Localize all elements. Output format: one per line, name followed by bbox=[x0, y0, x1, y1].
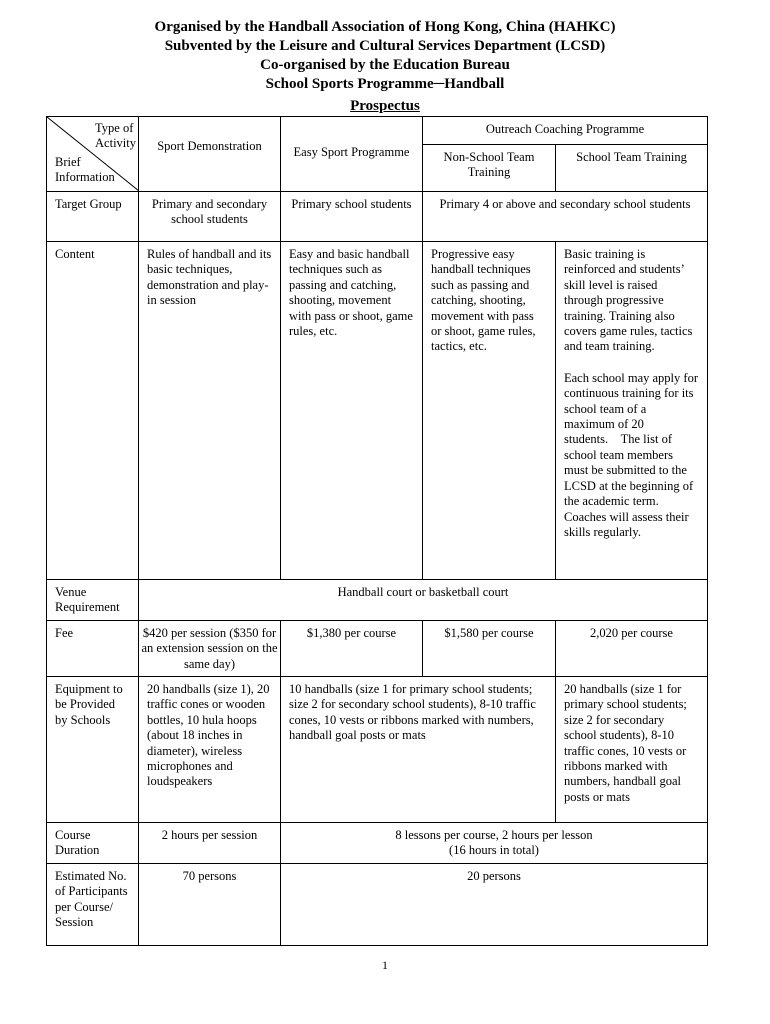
cell-participants-others: 20 persons bbox=[281, 863, 708, 945]
cell-fee-school-team: 2,020 per course bbox=[556, 620, 708, 676]
cell-content-school-team bbox=[556, 242, 708, 580]
row-label-target-group: Target Group bbox=[47, 192, 139, 242]
table-row-target-group bbox=[47, 192, 708, 242]
cell-duration-sport-demo: 2 hours per session bbox=[139, 823, 281, 864]
header-co-organiser: Co-organised by the Education Bureau bbox=[260, 57, 510, 73]
content-school-team-para-1: Basic training is reinforced and students’ skill level is raised through progressive training. Training also covers game rules, tactics and team training. bbox=[564, 247, 693, 354]
cell-participants-sport-demo: 70 persons bbox=[139, 863, 281, 945]
table-row-venue bbox=[47, 580, 708, 621]
corner-header-cell bbox=[47, 117, 139, 192]
corner-brief-information: Brief Information bbox=[55, 155, 115, 184]
col-header-school-team: School Team Training bbox=[556, 145, 708, 192]
cell-equipment-sport-demo: 20 handballs (size 1), 20 traffic cones or wooden bottles, 10 hula hoops (about 18 inches in diameter), wireless microphones and loudspeakers bbox=[139, 677, 281, 823]
page-title: Prospectus bbox=[350, 98, 420, 114]
corner-type-of-activity: Type of Activity bbox=[95, 121, 136, 150]
row-label-equipment: Equipment to be Provided by Schools bbox=[47, 677, 139, 823]
cell-venue-value: Handball court or basketball court bbox=[139, 580, 708, 621]
col-header-sport-demonstration: Sport Demonstration bbox=[139, 117, 281, 192]
table-row-duration bbox=[47, 823, 708, 864]
header-organiser: Organised by the Handball Association of Hong Kong, China (HAHKC) bbox=[154, 19, 616, 35]
cell-target-easy-sport: Primary school students bbox=[281, 192, 423, 242]
table-row-participants bbox=[47, 863, 708, 945]
table-row-content bbox=[47, 242, 708, 580]
col-header-non-school-team: Non-School Team Training bbox=[423, 145, 556, 192]
page-number: 1 bbox=[382, 958, 388, 972]
table-row-fee bbox=[47, 620, 708, 676]
cell-duration-others bbox=[281, 823, 708, 864]
row-label-participants: Estimated No. of Participants per Course/ Session bbox=[47, 863, 139, 945]
cell-content-non-school: Progressive easy handball techniques such as passing and catching, shooting, movement with pass or shoot, game rules, tactics, etc. bbox=[423, 242, 556, 580]
table-row-equipment bbox=[47, 677, 708, 823]
cell-fee-non-school: $1,580 per course bbox=[423, 620, 556, 676]
cell-content-easy-sport: Easy and basic handball techniques such as passing and catching, shooting, movement with pass or shoot, game rules, etc. bbox=[281, 242, 423, 580]
cell-content-sport-demo: Rules of handball and its basic techniques, demonstration and play-in session bbox=[139, 242, 281, 580]
cell-equipment-easy-non-school: 10 handballs (size 1 for primary school students; size 2 for secondary school students), 8-10 traffic cones, 10 vests or ribbons marked with numbers, handball goal posts or mats bbox=[281, 677, 556, 823]
cell-target-sport-demo: Primary and secondary school students bbox=[139, 192, 281, 242]
prospectus-table bbox=[46, 116, 708, 946]
table-header-row bbox=[47, 117, 708, 145]
document-header bbox=[0, 18, 770, 116]
row-label-content: Content bbox=[47, 242, 139, 580]
cell-fee-sport-demo: $420 per session ($350 for an extension session on the same day) bbox=[139, 620, 281, 676]
col-header-easy-sport-programme: Easy Sport Programme bbox=[281, 117, 423, 192]
row-label-duration: Course Duration bbox=[47, 823, 139, 864]
header-programme: School Sports Programme─Handball bbox=[265, 76, 505, 92]
duration-lessons: 8 lessons per course, 2 hours per lesson bbox=[395, 828, 593, 843]
col-header-outreach-coaching: Outreach Coaching Programme bbox=[423, 117, 708, 145]
header-subvention: Subvented by the Leisure and Cultural Services Department (LCSD) bbox=[164, 38, 606, 54]
cell-target-outreach: Primary 4 or above and secondary school students bbox=[423, 192, 708, 242]
row-label-fee: Fee bbox=[47, 620, 139, 676]
cell-fee-easy-sport: $1,380 per course bbox=[281, 620, 423, 676]
cell-equipment-school-team: 20 handballs (size 1 for primary school students; size 2 for secondary school students), 8-10 traffic cones, 10 vests or ribbons marked with numbers, handball goal posts or mats bbox=[556, 677, 708, 823]
row-label-venue: Venue Requirement bbox=[47, 580, 139, 621]
content-school-team-para-2: Each school may apply for continuous training for its school team of a maximum of 20 students. The list of school team members must be submitted to the LCSD at the beginning of the academic term. Coaches will assess their skills regularly. bbox=[564, 370, 698, 539]
duration-total: (16 hours in total) bbox=[449, 843, 539, 858]
